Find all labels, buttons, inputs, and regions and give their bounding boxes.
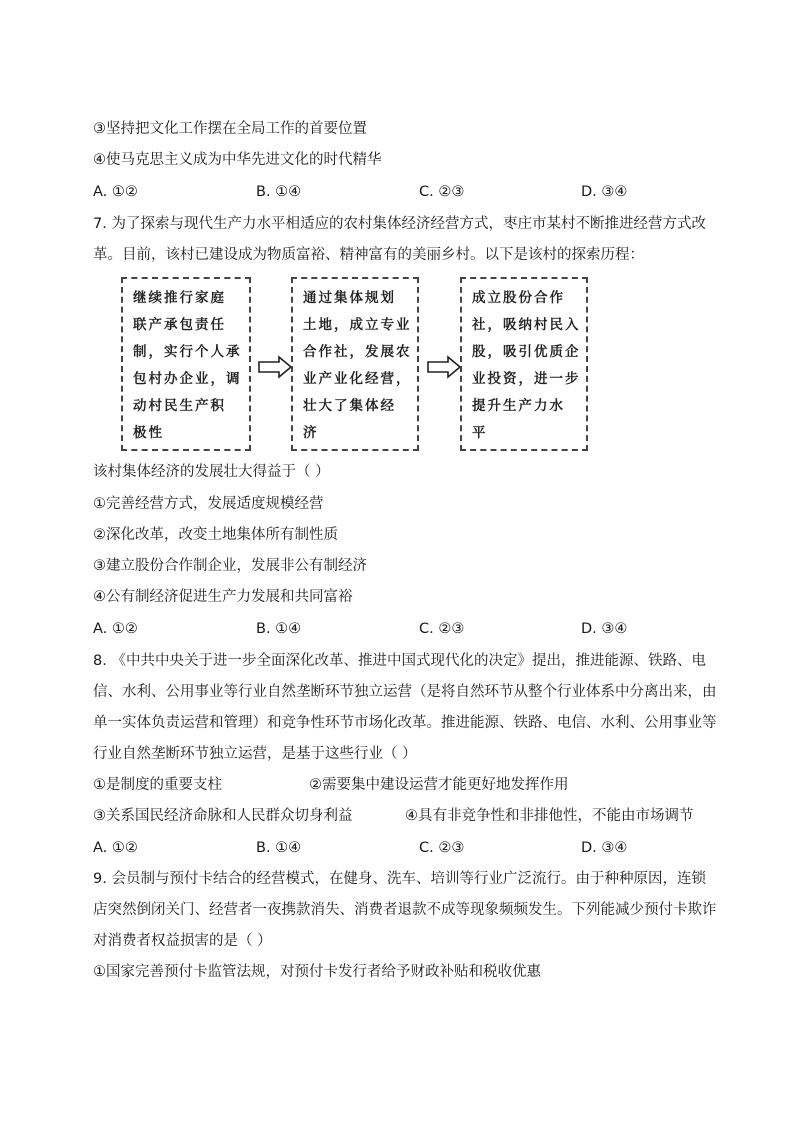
q7-option-d: D. ③④: [581, 621, 628, 637]
flow-box-1-line: 极性: [133, 425, 164, 441]
flow-box-3-line: 社，吸纳村民入: [472, 317, 581, 333]
q7-item-1: ①完善经营方式，发展适度规模经营: [93, 496, 324, 512]
flow-box-1-line: 包村办企业，调: [133, 371, 242, 387]
q7-stem-line-2: 革。目前，该村已建设成为物质富裕、精神富有的美丽乡村。以下是该村的探索历程：: [93, 247, 644, 263]
q7-option-c: C. ②③: [419, 621, 465, 637]
q9-stem-line-1: 9. 会员制与预付卡结合的经营模式，在健身、洗车、培训等行业广泛流行。由于种种原因，连锁: [93, 871, 706, 887]
q8-option-d: D. ③④: [581, 840, 628, 856]
flow-box-3-line: 提升生产力水: [472, 398, 565, 414]
q8-stem-line-1: 8. 《中共中央关于进一步全面深化改革、推进中国式现代化的决定》提出，推进能源、铁路、电: [93, 653, 706, 669]
q7-question: 该村集体经济的发展壮大得益于（ ）: [93, 464, 330, 480]
q9-item-1: ①国家完善预付卡监管法规，对预付卡发行者给予财政补贴和税收优惠: [93, 964, 541, 980]
q7-option-a: A. ①②: [93, 621, 138, 637]
flow-box-3: [460, 277, 588, 451]
q8-item-4: ④具有非竞争性和非排他性，不能由市场调节: [405, 808, 694, 824]
flow-box-2-line: 业产业化经营，: [303, 371, 412, 387]
q8-stem-line-2: 信、水利、公用事业等行业自然垄断环节独立运营（是将自然环节从整个行业体系中分离出来，由: [93, 684, 717, 700]
q8-option-b: B. ①④: [256, 840, 302, 856]
prev-option-c: C. ②③: [419, 184, 465, 200]
flow-box-1-line: 动村民生产积: [133, 398, 226, 414]
prev-item-4: ④使马克思主义成为中华先进文化的时代精华: [93, 152, 382, 168]
prev-item-3: ③坚持把文化工作摆在全局工作的首要位置: [93, 121, 367, 137]
flow-box-2: [291, 277, 419, 451]
q9-stem-line-2: 店突然倒闭关门、经营者一夜携款消失、消费者退款不成等现象频频发生。下列能减少预付卡欺诈: [93, 902, 717, 918]
flow-box-2-line: 土地，成立专业: [303, 317, 412, 333]
flow-box-1: [121, 277, 251, 451]
q7-item-4: ④公有制经济促进生产力发展和共同富裕: [93, 589, 353, 605]
flow-box-1-line: 继续推行家庭: [133, 290, 226, 306]
flow-box-3-line: 业投资，进一步: [472, 371, 581, 387]
q8-option-c: C. ②③: [419, 840, 465, 856]
q7-option-b: B. ①④: [256, 621, 302, 637]
q9-stem-line-3: 对消费者权益损害的是（ ）: [93, 933, 272, 949]
prev-option-a: A. ①②: [93, 184, 138, 200]
q8-item-1: ①是制度的重要支柱: [93, 777, 222, 793]
flow-arrow-1-icon: [257, 355, 293, 379]
flow-box-1-line: 联产承包责任: [133, 317, 226, 333]
q7-item-3: ③建立股份合作制企业，发展非公有制经济: [93, 558, 367, 574]
flow-box-3-line: 股，吸引优质企: [472, 344, 581, 360]
q8-stem-line-4: 行业自然垄断环节独立运营，是基于这些行业（ ）: [93, 746, 417, 762]
flow-box-2-line: 通过集体规划: [303, 290, 396, 306]
flow-box-2-line: 合作社，发展农: [303, 344, 412, 360]
flow-box-3-line: 平: [472, 425, 488, 441]
q8-option-a: A. ①②: [93, 840, 138, 856]
flow-box-3-line: 成立股份合作: [472, 290, 565, 306]
q8-item-3: ③关系国民经济命脉和人民群众切身利益: [93, 808, 353, 824]
flow-box-2-line: 济: [303, 425, 319, 441]
q7-stem-line-1: 7. 为了探索与现代生产力水平相适应的农村集体经济经营方式，枣庄市某村不断推进经营方式改: [93, 216, 706, 232]
flow-box-2-line: 壮大了集体经: [303, 398, 396, 414]
flow-box-1-line: 制，实行个人承: [133, 344, 242, 360]
prev-option-b: B. ①④: [256, 184, 302, 200]
q8-stem-line-3: 单一实体负责运营和管理）和竞争性环节市场化改革。推进能源、铁路、电信、水利、公用事业等: [93, 715, 717, 731]
q8-item-2: ②需要集中建设运营才能更好地发挥作用: [309, 777, 569, 793]
q7-item-2: ②深化改革，改变土地集体所有制性质: [93, 527, 338, 543]
flow-arrow-2-icon: [426, 355, 462, 379]
prev-option-d: D. ③④: [581, 184, 628, 200]
